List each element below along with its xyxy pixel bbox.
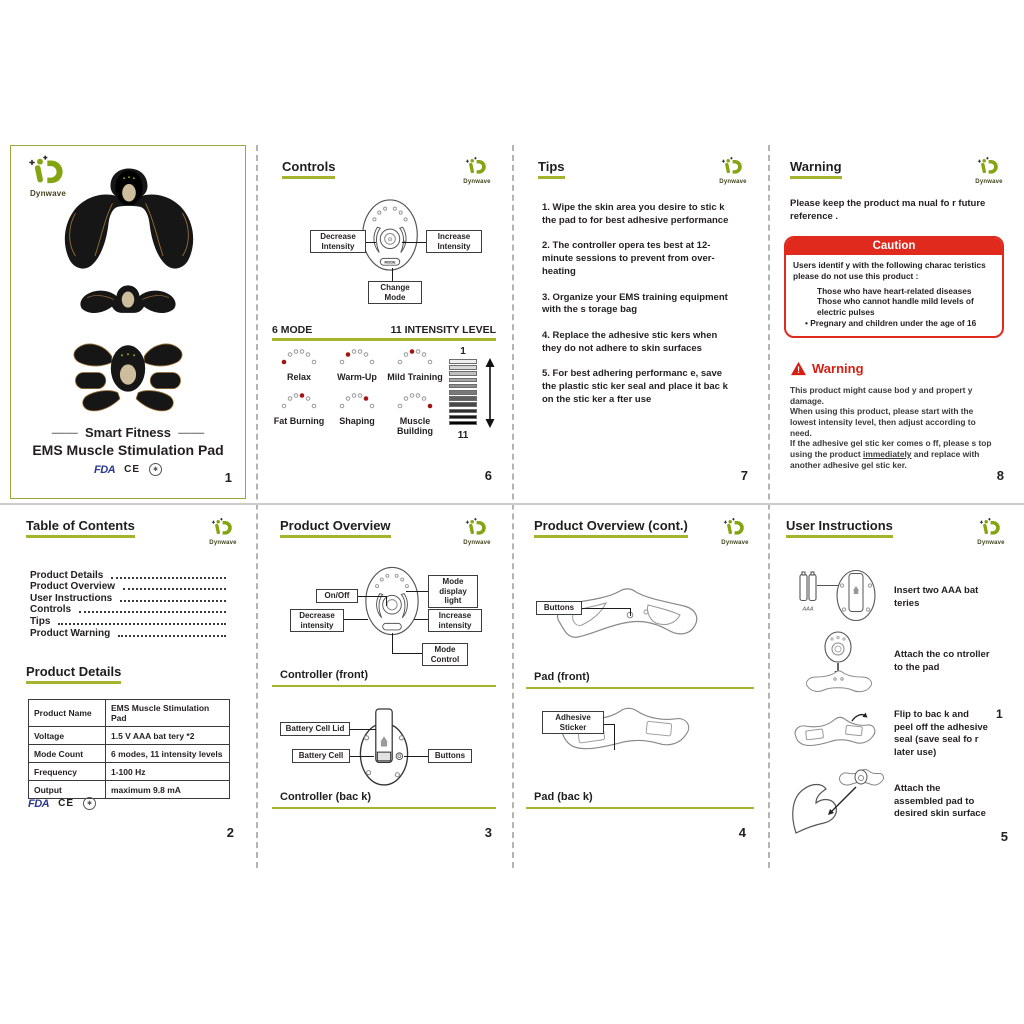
tip-item: 2. The controller opera tes best at 12-minute sessions to prevent from over-heating bbox=[542, 240, 715, 277]
dynwave-logo bbox=[966, 156, 1012, 185]
intensity-arrow-icon bbox=[484, 358, 496, 428]
controller-front-diagram bbox=[360, 198, 420, 272]
immediately-underlined: immediately bbox=[863, 448, 912, 459]
svg-text:!: ! bbox=[796, 365, 801, 376]
mode-item bbox=[328, 348, 386, 382]
mode-intensity-header bbox=[272, 324, 496, 336]
hip-trainer-product-image bbox=[56, 162, 202, 280]
page-tips bbox=[512, 140, 768, 503]
dynwave-logo-mark bbox=[211, 517, 235, 537]
page-title: Warning bbox=[790, 160, 842, 179]
toc-dot-leader bbox=[120, 600, 226, 602]
caution-item: Those who have heart-related diseases bbox=[817, 285, 972, 296]
tips-list bbox=[542, 202, 732, 420]
spec-key: Output bbox=[29, 781, 106, 799]
increase-intensity-label: Increase Intensity bbox=[426, 230, 482, 253]
caution-header: Caution bbox=[786, 238, 1002, 255]
dynwave-logo-word: Dynwave bbox=[719, 179, 747, 185]
cover-certifications bbox=[94, 463, 162, 476]
page-overview bbox=[256, 503, 512, 860]
mode-led-icon bbox=[395, 392, 435, 410]
battery-cell-lid-label: Battery Cell Lid bbox=[280, 722, 350, 736]
controller-back-diagram bbox=[358, 707, 410, 787]
toc-item bbox=[30, 604, 228, 616]
intensity-level-heading: 11 INTENSITY LEVEL bbox=[390, 324, 496, 336]
mode-control-label: Mode Control bbox=[422, 643, 468, 666]
page-title: Table of Contents bbox=[26, 519, 135, 538]
toc-item-label: User Instructions bbox=[30, 592, 113, 604]
toc-item bbox=[30, 627, 228, 639]
cert-round-icon: ✱ bbox=[149, 463, 162, 476]
mode-label: Fat Burning bbox=[273, 416, 325, 427]
mode-item bbox=[270, 348, 328, 382]
page-title: Tips bbox=[538, 160, 565, 179]
caption-rule bbox=[272, 685, 496, 687]
spec-row bbox=[29, 700, 230, 727]
mode-led-icon bbox=[337, 392, 377, 410]
caption-rule bbox=[526, 807, 754, 809]
toc-dot-leader bbox=[111, 577, 226, 579]
warning-paragraph-1: This product might cause bod y and propert y damage. bbox=[790, 385, 973, 406]
dynwave-logo-word: Dynwave bbox=[977, 540, 1005, 546]
intensity-bar-segment bbox=[449, 359, 477, 364]
toc-dot-leader bbox=[79, 611, 226, 613]
page-warning bbox=[768, 140, 1024, 503]
spec-key: Voltage bbox=[29, 727, 106, 745]
intensity-bar-segment bbox=[449, 378, 477, 383]
mode-label: Warm-Up bbox=[337, 372, 377, 382]
peel-seal-diagram bbox=[790, 707, 876, 761]
cert-round-icon: ✱ bbox=[83, 797, 96, 810]
intensity-bar-segment bbox=[449, 415, 477, 420]
step-text-3: Flip to bac k and peel off the adhesive seal (save seal fo r later use) bbox=[894, 709, 988, 759]
dynwave-logo-mark bbox=[977, 156, 1001, 176]
dynwave-logo-mark bbox=[465, 517, 489, 537]
toc-item-label: Product Overview bbox=[30, 581, 116, 593]
page-number: 8 bbox=[996, 468, 1004, 483]
warning-subtitle: Warning bbox=[812, 361, 864, 376]
toc-item bbox=[30, 569, 228, 581]
toc-item-label: Product Details bbox=[30, 569, 104, 581]
caution-item: Those who cannot handle mild levels of electric pulses bbox=[817, 296, 974, 318]
page-number: 1 bbox=[224, 470, 232, 485]
title-dash-right: —— bbox=[170, 425, 205, 440]
spec-row bbox=[29, 727, 230, 745]
mode-item bbox=[386, 348, 444, 382]
intensity-bar-segment bbox=[449, 396, 477, 401]
leader-line bbox=[392, 268, 393, 281]
page-controls bbox=[256, 140, 512, 503]
insert-batteries-diagram bbox=[794, 561, 884, 627]
dynwave-logo-word: Dynwave bbox=[463, 179, 491, 185]
on-off-label: On/Off bbox=[316, 589, 358, 603]
toc-list bbox=[30, 569, 228, 639]
stray-number: 1 bbox=[996, 707, 1003, 721]
step-text-2: Attach the co ntroller to the pad bbox=[894, 649, 990, 673]
intensity-bottom-label: 11 bbox=[457, 430, 469, 441]
intensity-bar-scale bbox=[449, 359, 477, 427]
spec-value: 1-100 Hz bbox=[106, 763, 230, 781]
dynwave-logo-word: Dynwave bbox=[29, 189, 67, 198]
spec-key: Mode Count bbox=[29, 745, 106, 763]
caution-item: • Pregnary and children under the age of 16 bbox=[805, 317, 977, 328]
mode-label: Shaping bbox=[339, 416, 375, 427]
intensity-top-label: 1 bbox=[460, 346, 466, 357]
page-number: 4 bbox=[738, 825, 746, 840]
step-text-4: Attach the assembled pad to desired skin surface bbox=[894, 783, 986, 820]
dynwave-logo-word: Dynwave bbox=[463, 540, 491, 546]
spec-key: Frequency bbox=[29, 763, 106, 781]
page-title: Controls bbox=[282, 160, 335, 179]
intensity-bar-segment bbox=[449, 409, 477, 414]
mode-led-icon bbox=[279, 392, 319, 410]
controller-front-diagram bbox=[364, 565, 420, 637]
dynwave-logo-word: Dynwave bbox=[975, 179, 1003, 185]
spec-table bbox=[28, 699, 230, 799]
mode-label: Mild Training bbox=[387, 372, 443, 382]
page-title: Product Overview (cont.) bbox=[534, 519, 688, 538]
caption-rule bbox=[272, 807, 496, 809]
controller-front-caption: Controller (front) bbox=[280, 669, 368, 681]
leader-line bbox=[402, 242, 426, 243]
mode-item bbox=[386, 392, 444, 436]
dynwave-logo bbox=[454, 517, 500, 546]
spec-value: maximum 9.8 mA bbox=[106, 781, 230, 799]
spec-row bbox=[29, 763, 230, 781]
spec-row bbox=[29, 781, 230, 799]
caution-box bbox=[784, 236, 1004, 338]
product-details-title: Product Details bbox=[26, 665, 121, 684]
tip-item: 3. Organize your EMS training equipment with the s torage bag bbox=[542, 291, 728, 316]
warning-paragraph-3: If the adhesive gel stic ker comes o ff, please s top using the product immediately and replace with another adhesive gel stic ker. bbox=[790, 438, 992, 470]
dynwave-logo-mark bbox=[721, 156, 745, 176]
mode-led-icon bbox=[395, 348, 435, 366]
spec-row bbox=[29, 745, 230, 763]
adhesive-sticker-label: Adhesive Sticker bbox=[542, 711, 604, 734]
page-title: Product Overview bbox=[280, 519, 391, 538]
cover-title-line1: —— Smart Fitness —— bbox=[51, 425, 205, 440]
pad-front-caption: Pad (front) bbox=[534, 671, 590, 683]
pad-front-diagram bbox=[552, 585, 702, 647]
toc-item bbox=[30, 615, 228, 627]
mode-header-rule bbox=[272, 338, 496, 341]
mode-grid bbox=[270, 348, 444, 436]
controller-back-caption: Controller (bac k) bbox=[280, 791, 372, 803]
tip-item: 4. Replace the adhesive stic kers when they do not adhere to skin surfaces bbox=[542, 330, 718, 354]
mode-display-light-label: Mode display light bbox=[428, 575, 478, 608]
spec-key: Product Name bbox=[29, 700, 106, 727]
mode-led-icon bbox=[279, 348, 319, 366]
caption-rule bbox=[526, 687, 754, 689]
tip-item: 5. For best adhering performanc e, save the plastic stic ker seal and place it bac k on the stic ker a fter use bbox=[542, 368, 728, 405]
battery-cell-label: Battery Cell bbox=[292, 749, 350, 763]
attach-controller-diagram bbox=[802, 631, 874, 697]
caution-intro: Users identif y with the following charac teristics please do not use this product : bbox=[793, 260, 986, 281]
buttons-label: Buttons bbox=[428, 749, 472, 763]
toc-dot-leader bbox=[123, 588, 226, 590]
intensity-bar-segment bbox=[449, 365, 477, 370]
dynwave-logo bbox=[712, 517, 758, 546]
page-number: 7 bbox=[740, 468, 748, 483]
cover-title-line2: EMS Muscle Stimulation Pad bbox=[32, 442, 224, 458]
mode-label: Relax bbox=[286, 372, 312, 382]
page-cover bbox=[0, 140, 256, 503]
page-instructions bbox=[768, 503, 1024, 860]
dynwave-logo-word: Dynwave bbox=[721, 540, 749, 546]
tip-item: 1. Wipe the skin area you desire to stic k the pad to for best adhesive performance bbox=[542, 202, 729, 226]
decrease-intensity-label: Decrease Intensity bbox=[310, 230, 366, 253]
toc-dot-leader bbox=[118, 635, 226, 637]
dynwave-logo-mark bbox=[723, 517, 747, 537]
dynwave-logo bbox=[968, 517, 1014, 546]
mode-label: Muscle Building bbox=[397, 416, 433, 437]
dynwave-logo-mark bbox=[979, 517, 1003, 537]
page-title: User Instructions bbox=[786, 519, 893, 538]
caution-list bbox=[793, 286, 995, 329]
intensity-bar-segment bbox=[449, 402, 477, 407]
dynwave-logo bbox=[200, 517, 246, 546]
page-number: 6 bbox=[484, 468, 492, 483]
toc-item-label: Product Warning bbox=[30, 627, 111, 639]
title-dash-left: —— bbox=[51, 425, 85, 440]
attach-to-arm-diagram bbox=[786, 767, 884, 837]
intensity-bar-segment bbox=[449, 390, 477, 395]
page-overview-cont bbox=[512, 503, 768, 860]
intensity-bar-segment bbox=[449, 421, 477, 426]
warning-paragraph-2: When using this product, please start with the lowest intensity level, then adjust according to need. bbox=[790, 406, 976, 438]
spec-value: 1.5 V AAA bat tery *2 bbox=[106, 727, 230, 745]
spec-value: EMS Muscle Stimulation Pad bbox=[106, 700, 230, 727]
toc-item bbox=[30, 592, 228, 604]
spec-value: 6 modes, 11 intensity levels bbox=[106, 745, 230, 763]
dynwave-logo bbox=[710, 156, 756, 185]
toc-dot-leader bbox=[58, 623, 226, 625]
ce-mark: CE bbox=[58, 798, 75, 809]
svg-text:MODE: MODE bbox=[384, 260, 396, 265]
caution-body bbox=[786, 255, 1002, 336]
intensity-bar-segment bbox=[449, 371, 477, 376]
toc-certifications bbox=[28, 797, 96, 810]
toc-item-label: Tips bbox=[30, 615, 51, 627]
dynwave-logo-word: Dynwave bbox=[209, 540, 237, 546]
dynwave-logo bbox=[454, 156, 500, 185]
svg-text:AAA: AAA bbox=[802, 606, 814, 613]
toc-item-label: Controls bbox=[30, 604, 72, 616]
increase-intensity-label: Increase intensity bbox=[428, 609, 482, 632]
warning-triangle-icon bbox=[790, 361, 807, 376]
mode-item bbox=[328, 392, 386, 436]
change-mode-label: Change Mode bbox=[368, 281, 422, 304]
page-toc bbox=[0, 503, 256, 860]
page-number: 3 bbox=[484, 825, 492, 840]
step-text-1: Insert two AAA bat teries bbox=[894, 585, 979, 609]
buttons-label: Buttons bbox=[536, 601, 582, 615]
small-pad-product-image bbox=[70, 280, 186, 320]
page-number: 2 bbox=[226, 825, 234, 840]
dynwave-logo-mark bbox=[465, 156, 489, 176]
svg-text:⚙: ⚙ bbox=[387, 237, 393, 244]
page-number: 5 bbox=[1000, 829, 1008, 844]
fda-logo: FDA bbox=[94, 463, 116, 476]
six-mode-heading: 6 MODE bbox=[272, 324, 313, 336]
keep-manual-text: Please keep the product ma nual fo r future reference . bbox=[790, 198, 986, 222]
pad-back-caption: Pad (bac k) bbox=[534, 791, 593, 803]
ce-mark: CE bbox=[124, 464, 141, 475]
mode-led-icon bbox=[337, 348, 377, 366]
decrease-intensity-label: Decrease intensity bbox=[290, 609, 344, 632]
fda-logo: FDA bbox=[28, 797, 50, 810]
abs-pad-product-image bbox=[66, 326, 190, 422]
toc-item bbox=[30, 581, 228, 593]
mode-item bbox=[270, 392, 328, 436]
intensity-bar-segment bbox=[449, 384, 477, 389]
